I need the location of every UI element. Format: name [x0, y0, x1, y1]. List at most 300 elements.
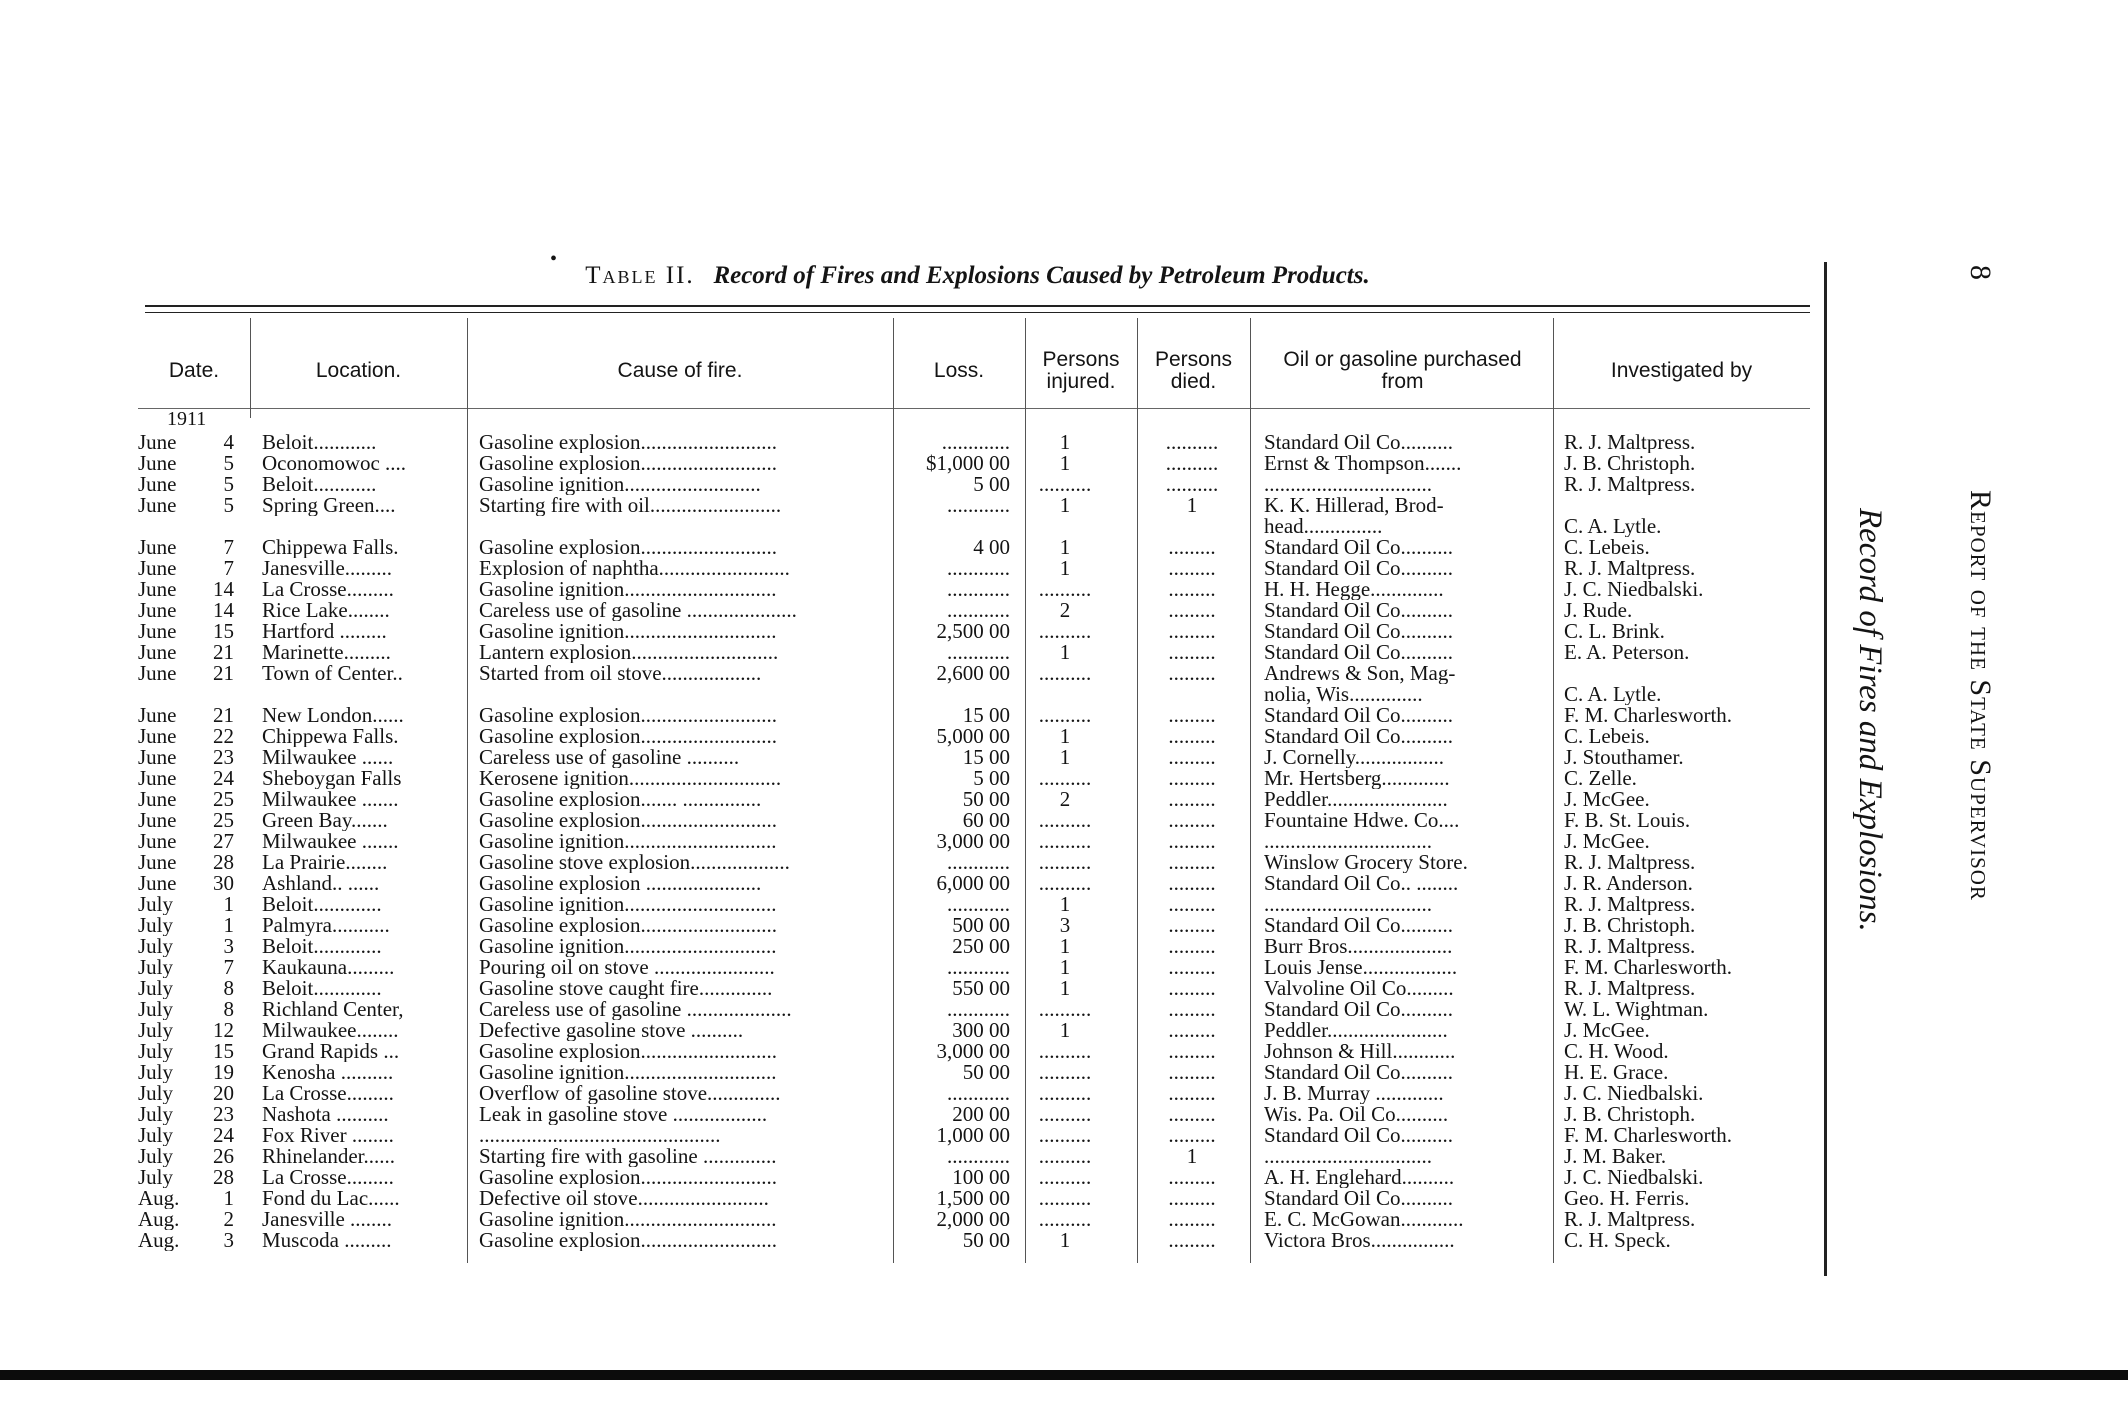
- died-cell: 1: [1186, 495, 1198, 516]
- purchased-from-cell: Ernst & Thompson.......: [1264, 453, 1462, 474]
- location-cell: Ashland.. ......: [262, 873, 380, 894]
- investigator-cell: R. J. Maltpress.: [1564, 432, 1696, 453]
- loss-cell: 300 00: [952, 1020, 1010, 1041]
- died-cell: .........: [1168, 810, 1216, 831]
- cause-cell: Gasoline ignition.............................: [479, 1062, 777, 1083]
- loss-cell: 15 00: [962, 747, 1010, 768]
- loss-cell: 550 00: [952, 978, 1010, 999]
- column-divider: [1553, 318, 1554, 1263]
- date-day: 19: [213, 1062, 234, 1083]
- purchased-from-cell: ................................: [1264, 831, 1432, 852]
- purchased-from-cell: J. B. Murray .............: [1264, 1083, 1444, 1104]
- location-cell: Spring Green....: [262, 495, 396, 516]
- loss-cell: 4 00: [973, 537, 1010, 558]
- purchased-from-cell: head...............: [1264, 516, 1383, 537]
- purchased-from-cell: Winslow Grocery Store.: [1264, 852, 1468, 873]
- date-day: 3: [223, 1230, 234, 1251]
- loss-cell: 2,600 00: [936, 663, 1010, 684]
- died-cell: .........: [1168, 558, 1216, 579]
- date-month: Aug.: [138, 1209, 180, 1230]
- purchased-from-cell: J. Cornelly.................: [1264, 747, 1445, 768]
- date-day: 12: [213, 1020, 234, 1041]
- location-cell: Beloit............: [262, 432, 377, 453]
- date-month: July: [138, 957, 174, 978]
- date-day: 23: [213, 747, 234, 768]
- died-cell: .........: [1168, 1125, 1216, 1146]
- date-day: 5: [223, 474, 234, 495]
- investigator-cell: R. J. Maltpress.: [1564, 474, 1696, 495]
- loss-cell: ............: [947, 894, 1010, 915]
- investigator-cell: J. Stouthamer.: [1564, 747, 1684, 768]
- date-month: June: [138, 873, 177, 894]
- date-day: 27: [213, 831, 234, 852]
- loss-cell: 50 00: [962, 789, 1010, 810]
- injured-cell: ..........: [1038, 1083, 1092, 1104]
- location-cell: Muscoda .........: [262, 1230, 392, 1251]
- location-cell: Marinette.........: [262, 642, 391, 663]
- cause-cell: [479, 684, 884, 705]
- died-cell: .........: [1168, 1083, 1216, 1104]
- investigator-cell: R. J. Maltpress.: [1564, 978, 1696, 999]
- investigator-cell: R. J. Maltpress.: [1564, 894, 1696, 915]
- died-cell: .........: [1168, 1104, 1216, 1125]
- injured-cell: ..........: [1038, 579, 1092, 600]
- date-month: June: [138, 474, 177, 495]
- page-number: 8: [1964, 265, 1997, 281]
- date-day: [186, 684, 234, 705]
- loss-cell: 3,000 00: [936, 831, 1010, 852]
- date-month: July: [138, 1167, 174, 1188]
- investigator-cell: R. J. Maltpress.: [1564, 558, 1696, 579]
- loss-cell: ............: [947, 579, 1010, 600]
- died-cell: .........: [1168, 1062, 1216, 1083]
- investigator-cell: Geo. H. Ferris.: [1564, 1188, 1690, 1209]
- date-month: June: [138, 810, 177, 831]
- loss-cell: 100 00: [952, 1167, 1010, 1188]
- date-day: 15: [213, 621, 234, 642]
- date-day: 2: [223, 1209, 234, 1230]
- died-cell: .........: [1168, 537, 1216, 558]
- date-day: 5: [223, 453, 234, 474]
- died-cell: .........: [1168, 831, 1216, 852]
- injured-cell: 1: [1059, 747, 1071, 768]
- table-title: Record of Fires and Explosions Caused by Petroleum Products.: [713, 262, 1370, 289]
- date-day: 24: [213, 1125, 234, 1146]
- investigator-cell: J. B. Christoph.: [1564, 1104, 1696, 1125]
- purchased-from-cell: Standard Oil Co..........: [1264, 705, 1453, 726]
- date-month: Aug.: [138, 1188, 180, 1209]
- purchased-from-cell: E. C. McGowan............: [1264, 1209, 1464, 1230]
- date-day: 28: [213, 1167, 234, 1188]
- investigator-cell: C. Lebeis.: [1564, 726, 1650, 747]
- investigator-cell: F. M. Charlesworth.: [1564, 705, 1733, 726]
- location-cell: Town of Center..: [262, 663, 403, 684]
- loss-cell: 6,000 00: [936, 873, 1010, 894]
- cause-cell: Explosion of naphtha.........................: [479, 558, 790, 579]
- investigator-cell: C. H. Wood.: [1564, 1041, 1669, 1062]
- cause-cell: Defective gasoline stove ..........: [479, 1020, 744, 1041]
- header-rule: [138, 408, 1810, 409]
- cause-cell: Gasoline explosion..........................: [479, 810, 778, 831]
- date-month: June: [138, 852, 177, 873]
- top-rule: [145, 305, 1810, 307]
- loss-cell: ............: [947, 999, 1010, 1020]
- location-cell: La Prairie........: [262, 852, 388, 873]
- column-header-purchased-from: Oil or gasoline purchased from: [1283, 348, 1522, 393]
- injured-cell: ..........: [1038, 1041, 1092, 1062]
- loss-cell: 5 00: [973, 474, 1010, 495]
- date-day: 20: [213, 1083, 234, 1104]
- loss-cell: 2,000 00: [936, 1209, 1010, 1230]
- location-cell: Beloit.............: [262, 978, 382, 999]
- investigator-cell: W. L. Wightman.: [1564, 999, 1709, 1020]
- investigator-cell: J. C. Niedbalski.: [1564, 1167, 1704, 1188]
- purchased-from-cell: Burr Bros....................: [1264, 936, 1453, 957]
- loss-cell: [895, 516, 1010, 537]
- purchased-from-cell: Valvoline Oil Co.........: [1264, 978, 1454, 999]
- investigator-cell: J. M. Baker.: [1564, 1146, 1667, 1167]
- location-cell: Chippewa Falls.: [262, 537, 399, 558]
- date-month: June: [138, 726, 177, 747]
- purchased-from-cell: ................................: [1264, 474, 1432, 495]
- column-header-location: Location.: [315, 359, 402, 382]
- loss-cell: ............: [947, 495, 1010, 516]
- location-cell: Richland Center,: [262, 999, 404, 1020]
- injured-cell: ..........: [1038, 852, 1092, 873]
- injured-cell: 1: [1059, 1020, 1071, 1041]
- date-month: July: [138, 936, 174, 957]
- injured-cell: 1: [1059, 936, 1071, 957]
- loss-cell: ............: [947, 1146, 1010, 1167]
- cause-cell: Gasoline ignition.............................: [479, 936, 777, 957]
- purchased-from-cell: Standard Oil Co..........: [1264, 726, 1453, 747]
- date-day: 22: [213, 726, 234, 747]
- investigator-cell: C. L. Brink.: [1564, 621, 1665, 642]
- investigator-cell: [1564, 663, 1824, 684]
- died-cell: .........: [1168, 1230, 1216, 1251]
- date-month: July: [138, 1041, 174, 1062]
- date-day: 14: [213, 600, 234, 621]
- column-header-loss: Loss.: [933, 359, 985, 382]
- died-cell: .........: [1168, 957, 1216, 978]
- died-cell: .........: [1168, 621, 1216, 642]
- date-day: 1: [223, 915, 234, 936]
- cause-cell: Gasoline ignition.............................: [479, 1209, 777, 1230]
- died-cell: .........: [1168, 705, 1216, 726]
- purchased-from-cell: Standard Oil Co..........: [1264, 432, 1453, 453]
- cause-cell: Overflow of gasoline stove..............: [479, 1083, 781, 1104]
- injured-cell: ..........: [1038, 1209, 1092, 1230]
- location-cell: Fond du Lac......: [262, 1188, 400, 1209]
- injured-cell: ..........: [1038, 1062, 1092, 1083]
- purchased-from-cell: Standard Oil Co..........: [1264, 642, 1453, 663]
- cause-cell: Gasoline ignition.............................: [479, 831, 777, 852]
- purchased-from-cell: Wis. Pa. Oil Co..........: [1264, 1104, 1449, 1125]
- date-day: 21: [213, 663, 234, 684]
- date-month: July: [138, 915, 174, 936]
- purchased-from-cell: Standard Oil Co..........: [1264, 537, 1453, 558]
- injured-cell: 1: [1059, 495, 1071, 516]
- date-month: June: [138, 831, 177, 852]
- died-cell: .........: [1168, 999, 1216, 1020]
- died-cell: 1: [1186, 1146, 1198, 1167]
- date-month: June: [138, 453, 177, 474]
- died-cell: .........: [1168, 936, 1216, 957]
- location-cell: [262, 516, 462, 537]
- investigator-cell: C. Zelle.: [1564, 768, 1637, 789]
- purchased-from-cell: ................................: [1264, 894, 1432, 915]
- investigator-cell: E. A. Peterson.: [1564, 642, 1690, 663]
- investigator-cell: J. McGee.: [1564, 1020, 1650, 1041]
- cause-cell: Careless use of gasoline ....................: [479, 999, 792, 1020]
- date-month: July: [138, 1146, 174, 1167]
- date-day: 1: [223, 894, 234, 915]
- investigator-cell: R. J. Maltpress.: [1564, 1209, 1696, 1230]
- date-day: 3: [223, 936, 234, 957]
- column-divider: [1025, 318, 1026, 1263]
- date-month: July: [138, 1083, 174, 1104]
- location-cell: Milwaukee ......: [262, 747, 394, 768]
- died-cell: ..........: [1165, 453, 1219, 474]
- investigator-cell: H. E. Grace.: [1564, 1062, 1669, 1083]
- injured-cell: ..........: [1038, 1104, 1092, 1125]
- loss-cell: 1,000 00: [936, 1125, 1010, 1146]
- loss-cell: [895, 684, 1010, 705]
- cause-cell: Gasoline ignition..........................: [479, 474, 761, 495]
- location-cell: Green Bay.......: [262, 810, 388, 831]
- date-day: 4: [223, 432, 234, 453]
- purchased-from-cell: Peddler.......................: [1264, 789, 1448, 810]
- date-month: [138, 516, 186, 537]
- injured-cell: 1: [1059, 642, 1071, 663]
- cause-cell: Gasoline explosion..........................: [479, 726, 778, 747]
- date-month: June: [138, 642, 177, 663]
- cause-cell: Gasoline explosion....... ...............: [479, 789, 762, 810]
- cause-cell: Gasoline explosion..........................: [479, 453, 778, 474]
- date-month: June: [138, 495, 177, 516]
- investigator-cell: F. M. Charlesworth.: [1564, 1125, 1733, 1146]
- loss-cell: 5 00: [973, 768, 1010, 789]
- date-month: July: [138, 894, 174, 915]
- injured-cell: 2: [1059, 789, 1071, 810]
- died-cell: .........: [1168, 978, 1216, 999]
- purchased-from-cell: Johnson & Hill............: [1264, 1041, 1456, 1062]
- injured-cell: 3: [1059, 915, 1071, 936]
- cause-cell: Pouring oil on stove .......................: [479, 957, 775, 978]
- injured-cell: ..........: [1038, 663, 1092, 684]
- cause-cell: Gasoline explosion ......................: [479, 873, 762, 894]
- investigator-cell: J. B. Christoph.: [1564, 915, 1696, 936]
- date-month: July: [138, 1104, 174, 1125]
- column-header-investigated-by: Investigated by: [1610, 359, 1753, 382]
- investigator-cell: C. Lebeis.: [1564, 537, 1650, 558]
- died-cell: .........: [1168, 789, 1216, 810]
- loss-cell: ............: [947, 600, 1010, 621]
- injured-cell: ..........: [1038, 705, 1092, 726]
- cause-cell: Gasoline explosion..........................: [479, 1167, 778, 1188]
- purchased-from-cell: A. H. Englehard..........: [1264, 1167, 1455, 1188]
- purchased-from-cell: Andrews & Son, Mag-: [1264, 663, 1456, 684]
- location-cell: La Crosse.........: [262, 1167, 394, 1188]
- date-month: July: [138, 999, 174, 1020]
- column-divider: [893, 318, 894, 1263]
- died-cell: .........: [1168, 915, 1216, 936]
- column-header-date: Date.: [168, 359, 220, 382]
- purchased-from-cell: Standard Oil Co..........: [1264, 621, 1453, 642]
- injured-cell: 1: [1059, 894, 1071, 915]
- page-border-line: [1824, 262, 1827, 1276]
- injured-cell: ..........: [1038, 768, 1092, 789]
- date-month: June: [138, 621, 177, 642]
- injured-cell: ..........: [1038, 810, 1092, 831]
- top-rule-thin: [145, 312, 1810, 313]
- injured-cell: [1030, 684, 1100, 705]
- died-cell: ..........: [1165, 474, 1219, 495]
- location-cell: Milwaukee .......: [262, 789, 399, 810]
- location-cell: Chippewa Falls.: [262, 726, 399, 747]
- investigator-cell: C. A. Lytle.: [1564, 516, 1662, 537]
- cause-cell: Gasoline ignition.............................: [479, 621, 777, 642]
- died-cell: .........: [1168, 747, 1216, 768]
- location-cell: Rhinelander......: [262, 1146, 395, 1167]
- location-cell: Oconomowoc ....: [262, 453, 407, 474]
- date-day: 5: [223, 495, 234, 516]
- loss-cell: 60 00: [962, 810, 1010, 831]
- injured-cell: 1: [1059, 978, 1071, 999]
- location-cell: Beloit.............: [262, 936, 382, 957]
- investigator-cell: J. McGee.: [1564, 789, 1650, 810]
- purchased-from-cell: Standard Oil Co.. ........: [1264, 873, 1459, 894]
- cause-cell: Gasoline stove caught fire..............: [479, 978, 773, 999]
- injured-cell: ..........: [1038, 831, 1092, 852]
- purchased-from-cell: Standard Oil Co..........: [1264, 1188, 1453, 1209]
- injured-cell: 1: [1059, 453, 1071, 474]
- date-day: 21: [213, 642, 234, 663]
- investigator-cell: C. A. Lytle.: [1564, 684, 1662, 705]
- purchased-from-cell: ................................: [1264, 1146, 1432, 1167]
- date-day: 1: [223, 1188, 234, 1209]
- purchased-from-cell: Standard Oil Co..........: [1264, 999, 1453, 1020]
- cause-cell: Gasoline ignition.............................: [479, 579, 777, 600]
- loss-cell: 50 00: [962, 1230, 1010, 1251]
- loss-cell: 1,500 00: [936, 1188, 1010, 1209]
- loss-cell: ............: [947, 1083, 1010, 1104]
- injured-cell: ..........: [1038, 1125, 1092, 1146]
- location-cell: Nashota ..........: [262, 1104, 389, 1125]
- date-month: June: [138, 705, 177, 726]
- location-cell: La Crosse.........: [262, 579, 394, 600]
- died-cell: .........: [1168, 1020, 1216, 1041]
- investigator-cell: F. B. St. Louis.: [1564, 810, 1691, 831]
- caption-dot: •: [550, 248, 558, 270]
- purchased-from-cell: Fountaine Hdwe. Co....: [1264, 810, 1460, 831]
- cause-cell: Careless use of gasoline ..........: [479, 747, 740, 768]
- injured-cell: 1: [1059, 432, 1071, 453]
- injured-cell: ..........: [1038, 1167, 1092, 1188]
- loss-cell: ............: [947, 642, 1010, 663]
- cause-cell: [479, 516, 884, 537]
- died-cell: ..........: [1165, 432, 1219, 453]
- location-cell: La Crosse.........: [262, 1083, 394, 1104]
- column-divider: [1250, 318, 1251, 1263]
- date-month: Aug.: [138, 1230, 180, 1251]
- date-month: June: [138, 537, 177, 558]
- purchased-from-cell: Louis Jense..................: [1264, 957, 1458, 978]
- loss-cell: .............: [941, 432, 1010, 453]
- injured-cell: ..........: [1038, 1146, 1092, 1167]
- location-cell: Sheboygan Falls: [262, 768, 402, 789]
- date-month: June: [138, 789, 177, 810]
- location-cell: Beloit.............: [262, 894, 382, 915]
- died-cell: .........: [1168, 1188, 1216, 1209]
- column-header-cause: Cause of fire.: [617, 359, 743, 382]
- injured-cell: ..........: [1038, 474, 1092, 495]
- date-month: June: [138, 747, 177, 768]
- location-cell: Janesville ........: [262, 1209, 393, 1230]
- table-label: Table II.: [585, 262, 695, 289]
- injured-cell: 1: [1059, 558, 1071, 579]
- location-cell: Hartford .........: [262, 621, 387, 642]
- date-day: 14: [213, 579, 234, 600]
- investigator-cell: R. J. Maltpress.: [1564, 852, 1696, 873]
- died-cell: [1142, 684, 1242, 705]
- date-month: June: [138, 558, 177, 579]
- died-cell: .........: [1168, 873, 1216, 894]
- investigator-cell: J. R. Anderson.: [1564, 873, 1693, 894]
- loss-cell: 250 00: [952, 936, 1010, 957]
- loss-cell: 50 00: [962, 1062, 1010, 1083]
- died-cell: .........: [1168, 894, 1216, 915]
- injured-cell: 1: [1059, 726, 1071, 747]
- date-month: June: [138, 663, 177, 684]
- date-month: June: [138, 600, 177, 621]
- cause-cell: Gasoline explosion..........................: [479, 1041, 778, 1062]
- loss-cell: ............: [947, 558, 1010, 579]
- year-label: 1911: [167, 408, 207, 430]
- cause-cell: Gasoline explosion..........................: [479, 1230, 778, 1251]
- date-month: [138, 684, 186, 705]
- cause-cell: Defective oil stove.........................: [479, 1188, 769, 1209]
- loss-cell: 500 00: [952, 915, 1010, 936]
- died-cell: .........: [1168, 1041, 1216, 1062]
- injured-cell: 1: [1059, 957, 1071, 978]
- died-cell: .........: [1168, 852, 1216, 873]
- cause-cell: Started from oil stove...................: [479, 663, 762, 684]
- purchased-from-cell: H. H. Hegge..............: [1264, 579, 1444, 600]
- loss-cell: 5,000 00: [936, 726, 1010, 747]
- cause-cell: Kerosene ignition.............................: [479, 768, 782, 789]
- injured-cell: ..........: [1038, 999, 1092, 1020]
- purchased-from-cell: nolia, Wis..............: [1264, 684, 1423, 705]
- died-cell: .........: [1168, 663, 1216, 684]
- cause-cell: Gasoline explosion..........................: [479, 915, 778, 936]
- investigator-cell: J. McGee.: [1564, 831, 1650, 852]
- investigator-cell: C. H. Speck.: [1564, 1230, 1671, 1251]
- location-cell: Rice Lake........: [262, 600, 390, 621]
- loss-cell: ............: [947, 957, 1010, 978]
- running-head-text: Report of the State Supervisor: [1964, 490, 1997, 901]
- location-cell: Palmyra...........: [262, 915, 390, 936]
- date-day: 8: [223, 978, 234, 999]
- date-month: July: [138, 1125, 174, 1146]
- loss-cell: ............: [947, 852, 1010, 873]
- injured-cell: 1: [1059, 1230, 1071, 1251]
- location-cell: Kaukauna.........: [262, 957, 395, 978]
- column-header-injured: Persons injured.: [1042, 348, 1120, 393]
- died-cell: [1142, 516, 1242, 537]
- purchased-from-cell: Peddler.......................: [1264, 1020, 1448, 1041]
- location-cell: Beloit............: [262, 474, 377, 495]
